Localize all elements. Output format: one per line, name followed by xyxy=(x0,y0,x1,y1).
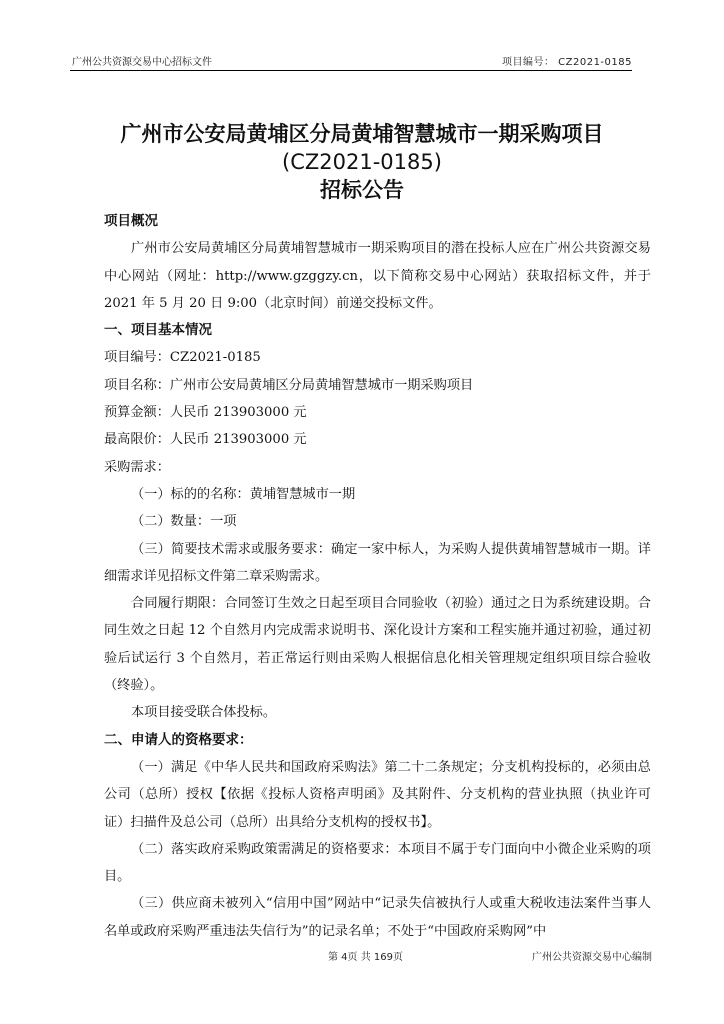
contract-period-paragraph: 合同履行期限：合同签订生效之日起至项目合同验收（初验）通过之日为系统建设期。合同生效之日起 12 个自然月内完成需求说明书、深化设计方案和工程实施并通过初验，通过初验后试运行 3 个自然月，若正常运行则由采购人根据信息化相关管理规定组织项目综合验收（终验）。 xyxy=(104,596,651,694)
qualification-2: （二）落实政府采购政策需满足的资格要求：本项目不属于专门面向中小微企业采购的项目。 xyxy=(104,841,651,885)
header-org: 广州公共资源交易中心招标文件 xyxy=(72,57,212,68)
demand-item-1: （一）标的的名称：黄埔智慧城市一期 xyxy=(131,486,356,502)
max-price-line: 最高限价：人民币 213903000 元 xyxy=(104,432,307,448)
document-body xyxy=(104,208,651,945)
qualification-3: （三）供应商未被列入“信用中国”网站中“记录失信被执行人或重大税收违法案件当事人名单或政府采购严重违法失信行为”的记录名单；不处于“中国政府采购网”中 xyxy=(104,896,651,939)
demand-line: 采购需求： xyxy=(104,459,170,475)
page-footer xyxy=(70,946,654,966)
project-number-line: 项目编号：CZ2021-0185 xyxy=(104,350,261,366)
consortium-line: 本项目接受联合体投标。 xyxy=(131,705,277,721)
demand-item-3: （三）简要技术需求或服务要求：确定一家中标人，为采购人提供黄埔智慧城市一期。详细需求详见招标文件第二章采购需求。 xyxy=(104,541,651,584)
demand-item-2: （二）数量：一项 xyxy=(131,514,237,530)
section1-heading: 一、项目基本情况 xyxy=(104,322,212,339)
overview-paragraph: 广州市公安局黄埔区分局黄埔智慧城市一期采购项目的潜在投标人应在广州公共资源交易中心网站（网址：http://www.gzggzy.cn，以下简称交易中心网站）获取招标文件，并于 2021 年 5 月 20 日 9:00（北京时间）前递交投标文件。 xyxy=(104,241,651,311)
page-number: 第 4页 共 169页 xyxy=(328,952,403,963)
document-title xyxy=(60,120,664,204)
title-project-code: (CZ2021-0185) xyxy=(282,150,442,174)
budget-line: 预算金额：人民币 213903000 元 xyxy=(104,405,307,421)
section2-heading: 二、申请人的资格要求： xyxy=(104,731,253,748)
footer-compiler: 广州公共资源交易中心编制 xyxy=(532,952,652,963)
title-line-3: 招标公告 xyxy=(320,178,404,202)
header-project-number: 项目编号： CZ2021-0185 xyxy=(501,57,632,68)
title-line-1: 广州市公安局黄埔区分局黄埔智慧城市一期采购项目 xyxy=(120,122,604,146)
project-name-line: 项目名称：广州市公安局黄埔区分局黄埔智慧城市一期采购项目 xyxy=(104,377,474,393)
page-header xyxy=(70,50,632,71)
overview-heading: 项目概况 xyxy=(104,213,158,229)
qualification-1: （一）满足《中华人民共和国政府采购法》第二十二条规定；分支机构投标的，必须由总公司（总所）授权【依据《投标人资格声明函》及其附件、分支机构的营业执照（执业许可证）扫描件及总公司（总所）出具给分支机构的授权书】。 xyxy=(104,759,651,830)
